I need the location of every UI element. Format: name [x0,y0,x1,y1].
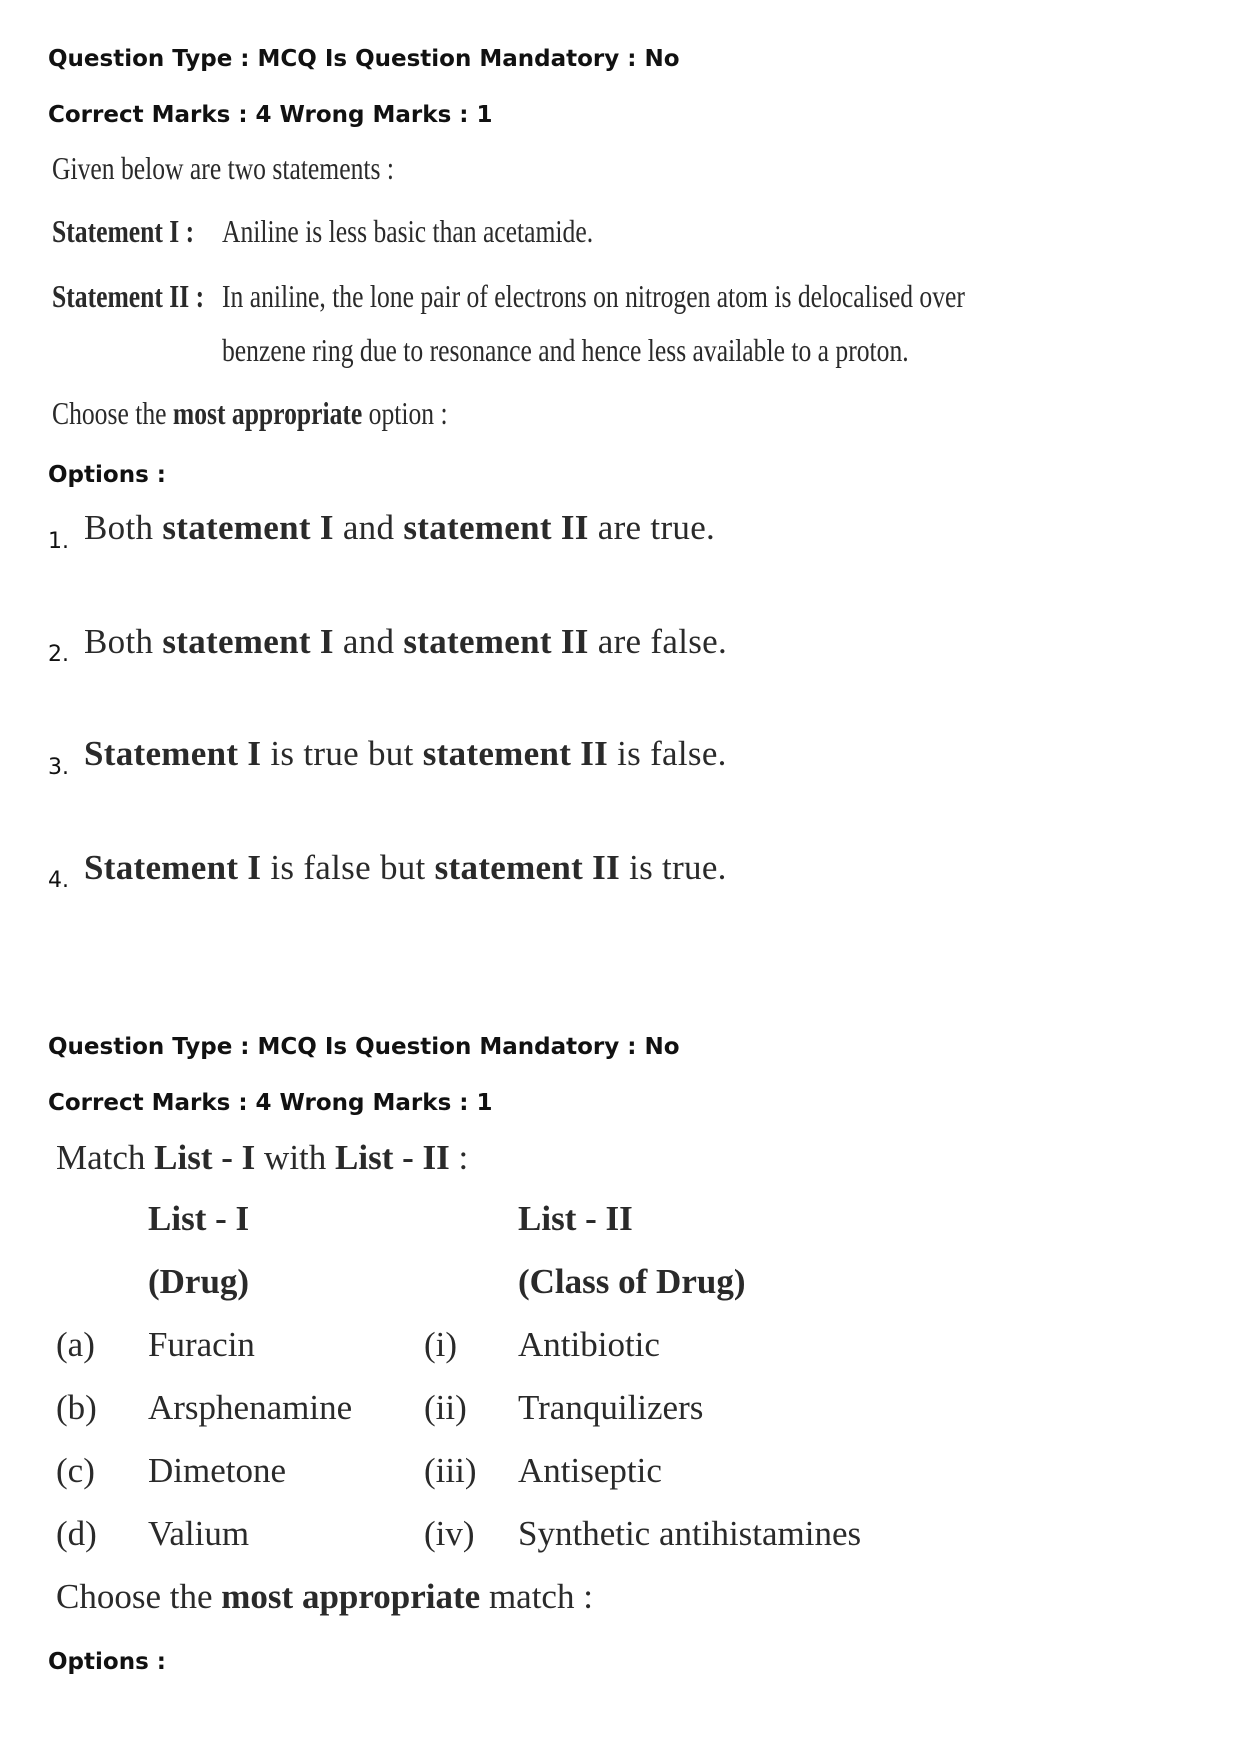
marks-line: Correct Marks : 4 Wrong Marks : 1 [48,1090,493,1116]
option-4-text[interactable]: Statement I is false but statement II is true. [84,848,727,887]
list-2-header: List - II [518,1199,633,1238]
row-key: (b) [56,1388,97,1427]
drug-name: Arsphenamine [148,1388,353,1427]
drug-class: Antiseptic [518,1451,662,1490]
statement-2-text-line-1: In aniline, the lone pair of electrons on nitrogen atom is delocalised over [222,278,965,314]
row-key: (c) [56,1451,95,1490]
option-1-text[interactable]: Both statement I and statement II are true. [84,508,716,547]
roman-key: (iii) [424,1451,477,1490]
roman-key: (i) [424,1325,458,1364]
drug-class: Tranquilizers [518,1388,704,1427]
statement-2-text-line-2: benzene ring due to resonance and hence less available to a proton. [222,332,909,368]
option-1-number: 1. [48,529,69,554]
options-label: Options : [48,462,166,488]
match-intro: Match List - I with List - II : [56,1138,469,1177]
roman-key: (ii) [424,1388,467,1427]
list-2-subheader: (Class of Drug) [518,1262,746,1301]
options-label: Options : [48,1649,166,1675]
row-key: (a) [56,1325,95,1364]
drug-name: Valium [148,1514,250,1553]
option-2-text[interactable]: Both statement I and statement II are false. [84,622,728,661]
drug-name: Dimetone [148,1451,287,1490]
statement-1-text: Aniline is less basic than acetamide. [222,213,594,249]
list-1-header: List - I [148,1199,250,1238]
roman-key: (iv) [424,1514,475,1553]
option-3-text[interactable]: Statement I is true but statement II is false. [84,734,727,773]
list-1-subheader: (Drug) [148,1262,250,1301]
drug-class: Synthetic antihistamines [518,1514,862,1553]
question-intro: Given below are two statements : [52,150,394,186]
question-type-line: Question Type : MCQ Is Question Mandatory : No [48,1034,680,1060]
choose-instruction: Choose the most appropriate option : [52,395,448,431]
drug-name: Furacin [148,1325,255,1364]
option-3-number: 3. [48,755,69,780]
option-4-number: 4. [48,868,69,893]
statement-1-label: Statement I : [52,213,195,249]
choose-instruction: Choose the most appropriate match : [56,1577,593,1616]
question-type-line: Question Type : MCQ Is Question Mandatory : No [48,46,680,72]
drug-class: Antibiotic [518,1325,660,1364]
row-key: (d) [56,1514,97,1553]
option-2-number: 2. [48,642,69,667]
marks-line: Correct Marks : 4 Wrong Marks : 1 [48,102,493,128]
statement-2-label: Statement II : [52,278,205,314]
